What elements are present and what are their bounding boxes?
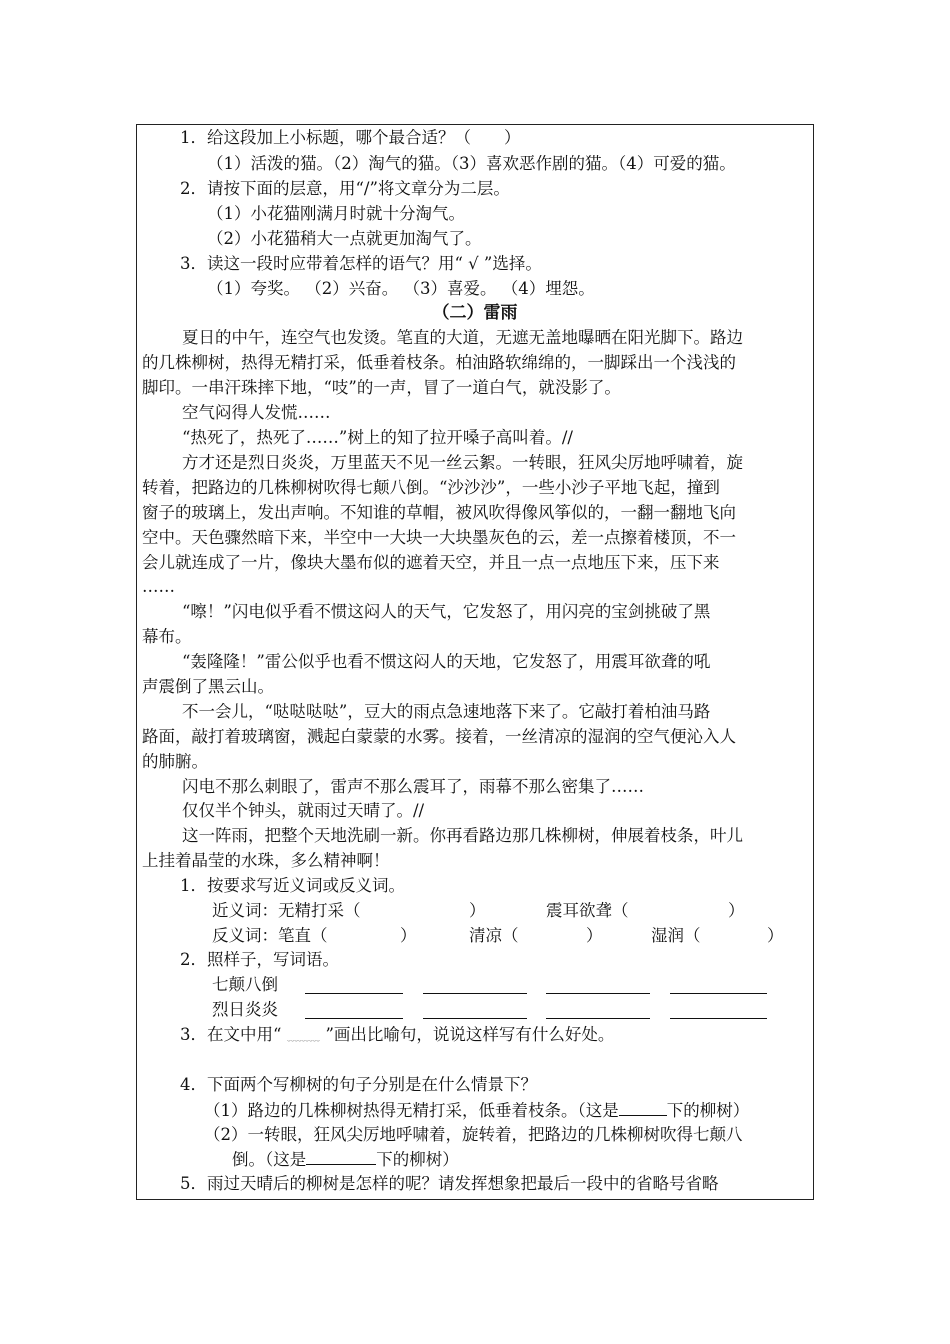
- antonym-word-3: 湿润（: [651, 926, 701, 945]
- answer-blank[interactable]: [305, 1018, 403, 1019]
- section-title: （二）雷雨: [432, 303, 518, 323]
- antonym-close: ）: [400, 926, 417, 945]
- question-3: 3．读这一段时应带着怎样的语气？用“ √ ”选择。: [180, 254, 542, 273]
- question-4-sentence-2-text: 倒。（这是: [232, 1150, 307, 1169]
- wavy-underline-mark: ﹏﹏﹏: [286, 1030, 320, 1043]
- answer-blank[interactable]: [670, 1018, 767, 1019]
- question-4-sentence-1-text: （1）路边的几株柳树热得无精打采，低垂着枝条。（这是: [204, 1101, 619, 1120]
- question-4-sentence-2-end: 下的柳树）: [376, 1150, 459, 1169]
- question-3: [180, 1024, 614, 1048]
- question-4-sentence-1: [204, 1099, 749, 1122]
- antonym-label: 反义词：笔直（: [212, 926, 328, 945]
- question-1-options: （1）活泼的猫。（2）淘气的猫。（3）喜欢恶作剧的猫。（4）可爱的猫。: [207, 154, 736, 173]
- question-2: 2．请按下面的层意，用“/”将文章分为二层。: [180, 179, 510, 198]
- passage-line: 窗子的玻璃上，发出声响。不知谁的草帽，被风吹得像风筝似的，一翻一翻地飞向: [142, 503, 736, 522]
- passage-line: 的几株柳树，热得无精打采，低垂着枝条。柏油路软绵绵的，一脚踩出一个浅浅的: [142, 353, 736, 372]
- passage-line: 夏日的中午，连空气也发烫。笔直的大道，无遮无盖地曝晒在阳光脚下。路边: [182, 328, 743, 347]
- passage-line: 路面，敲打着玻璃窗，溅起白蒙蒙的水雾。接着，一丝清凉的湿润的空气便沁入人: [142, 727, 736, 746]
- passage-line: 会儿就连成了一片，像块大墨布似的遮着天空，并且一点一点地压下来，压下来: [142, 553, 720, 572]
- answer-blank[interactable]: [423, 1018, 527, 1019]
- passage-line: “嚓！”闪电似乎看不惯这闷人的天气，它发怒了，用闪亮的宝剑挑破了黑: [182, 602, 711, 621]
- question-2: 2．照样子，写词语。: [180, 950, 339, 969]
- question-5: 5．雨过天晴后的柳树是怎样的呢？请发挥想象把最后一段中的省略号省略: [180, 1174, 719, 1193]
- example-word-2: 烈日炎炎: [212, 1000, 278, 1019]
- question-1: 1．给这段加上小标题，哪个最合适？（ ）: [180, 128, 521, 147]
- passage-line: 空气闷得人发慌……: [182, 403, 331, 422]
- example-word-1: 七颠八倒: [212, 975, 278, 994]
- passage-line: “轰隆隆！”雷公似乎也看不惯这闷人的天地，它发怒了，用震耳欲聋的吼: [182, 652, 711, 671]
- antonym-word-2: 清凉（: [469, 926, 519, 945]
- question-4: 4．下面两个写柳树的句子分别是在什么情景下？: [180, 1075, 537, 1094]
- antonym-close: ）: [586, 926, 603, 945]
- passage-line: 声震倒了黑云山。: [142, 677, 274, 696]
- question-2-layer-1: （1）小花猫刚满月时就十分淘气。: [207, 204, 465, 223]
- passage-line: 上挂着晶莹的水珠，多么精神啊！: [142, 851, 390, 870]
- antonym-close: ）: [767, 926, 784, 945]
- answer-blank[interactable]: [423, 993, 527, 994]
- passage-line: 幕布。: [142, 627, 192, 646]
- passage-line: “热死了，热死了……”树上的知了拉开嗓子高叫着。//: [182, 428, 573, 447]
- answer-blank[interactable]: [619, 1099, 667, 1116]
- question-3-options: （1）夸奖。 （2）兴奋。 （3）喜爱。 （4）埋怨。: [207, 279, 595, 298]
- question-3-prefix: 3．在文中用“: [180, 1025, 282, 1044]
- passage-line: 空中。天色骤然暗下来，半空中一大块一大块墨灰色的云，差一点擦着楼顶，不一: [142, 528, 736, 547]
- passage-line: 闪电不那么刺眼了，雷声不那么震耳了，雨幕不那么密集了……: [182, 777, 644, 796]
- passage-line: 脚印。一串汗珠摔下地，“吱”的一声，冒了一道白气，就没影了。: [142, 378, 621, 397]
- question-2-layer-2: （2）小花猫稍大一点就更加淘气了。: [207, 229, 482, 248]
- synonym-close: ）: [728, 901, 745, 920]
- synonym-close: ）: [469, 901, 486, 920]
- question-4-sentence-1-end: 下的柳树）: [666, 1101, 750, 1120]
- passage-line: ……: [142, 577, 175, 596]
- question-4-sentence-2: （2）一转眼，狂风尖厉地呼啸着，旋转着，把路边的几株柳树吹得七颠八: [204, 1125, 743, 1144]
- answer-blank[interactable]: [306, 1148, 376, 1165]
- answer-blank[interactable]: [546, 993, 650, 994]
- passage-line: 不一会儿，“哒哒哒哒”，豆大的雨点急速地落下来了。它敲打着柏油马路: [182, 702, 711, 721]
- passage-line: 这一阵雨，把整个天地洗刷一新。你再看路边那几株柳树，伸展着枝条，叶儿: [182, 826, 743, 845]
- question-4-sentence-2-cont: [232, 1148, 459, 1171]
- passage-line: 转着，把路边的几株柳树吹得七颠八倒。“沙沙沙”，一些小沙子平地飞起，撞到: [142, 478, 720, 497]
- answer-blank[interactable]: [546, 1018, 650, 1019]
- synonym-label: 近义词：无精打采（: [212, 901, 361, 920]
- passage-line: 的肺腑。: [142, 752, 208, 771]
- question-1: 1．按要求写近义词或反义词。: [180, 876, 405, 895]
- answer-blank[interactable]: [670, 993, 767, 994]
- answer-blank[interactable]: [305, 993, 403, 994]
- synonym-word-2: 震耳欲聋（: [546, 901, 629, 920]
- passage-line: 仅仅半个钟头，就雨过天晴了。//: [182, 801, 425, 820]
- question-3-suffix: ”画出比喻句，说说这样写有什么好处。: [325, 1025, 615, 1044]
- passage-line: 方才还是烈日炎炎，万里蓝天不见一丝云絮。一转眼，狂风尖厉地呼啸着，旋: [182, 453, 743, 472]
